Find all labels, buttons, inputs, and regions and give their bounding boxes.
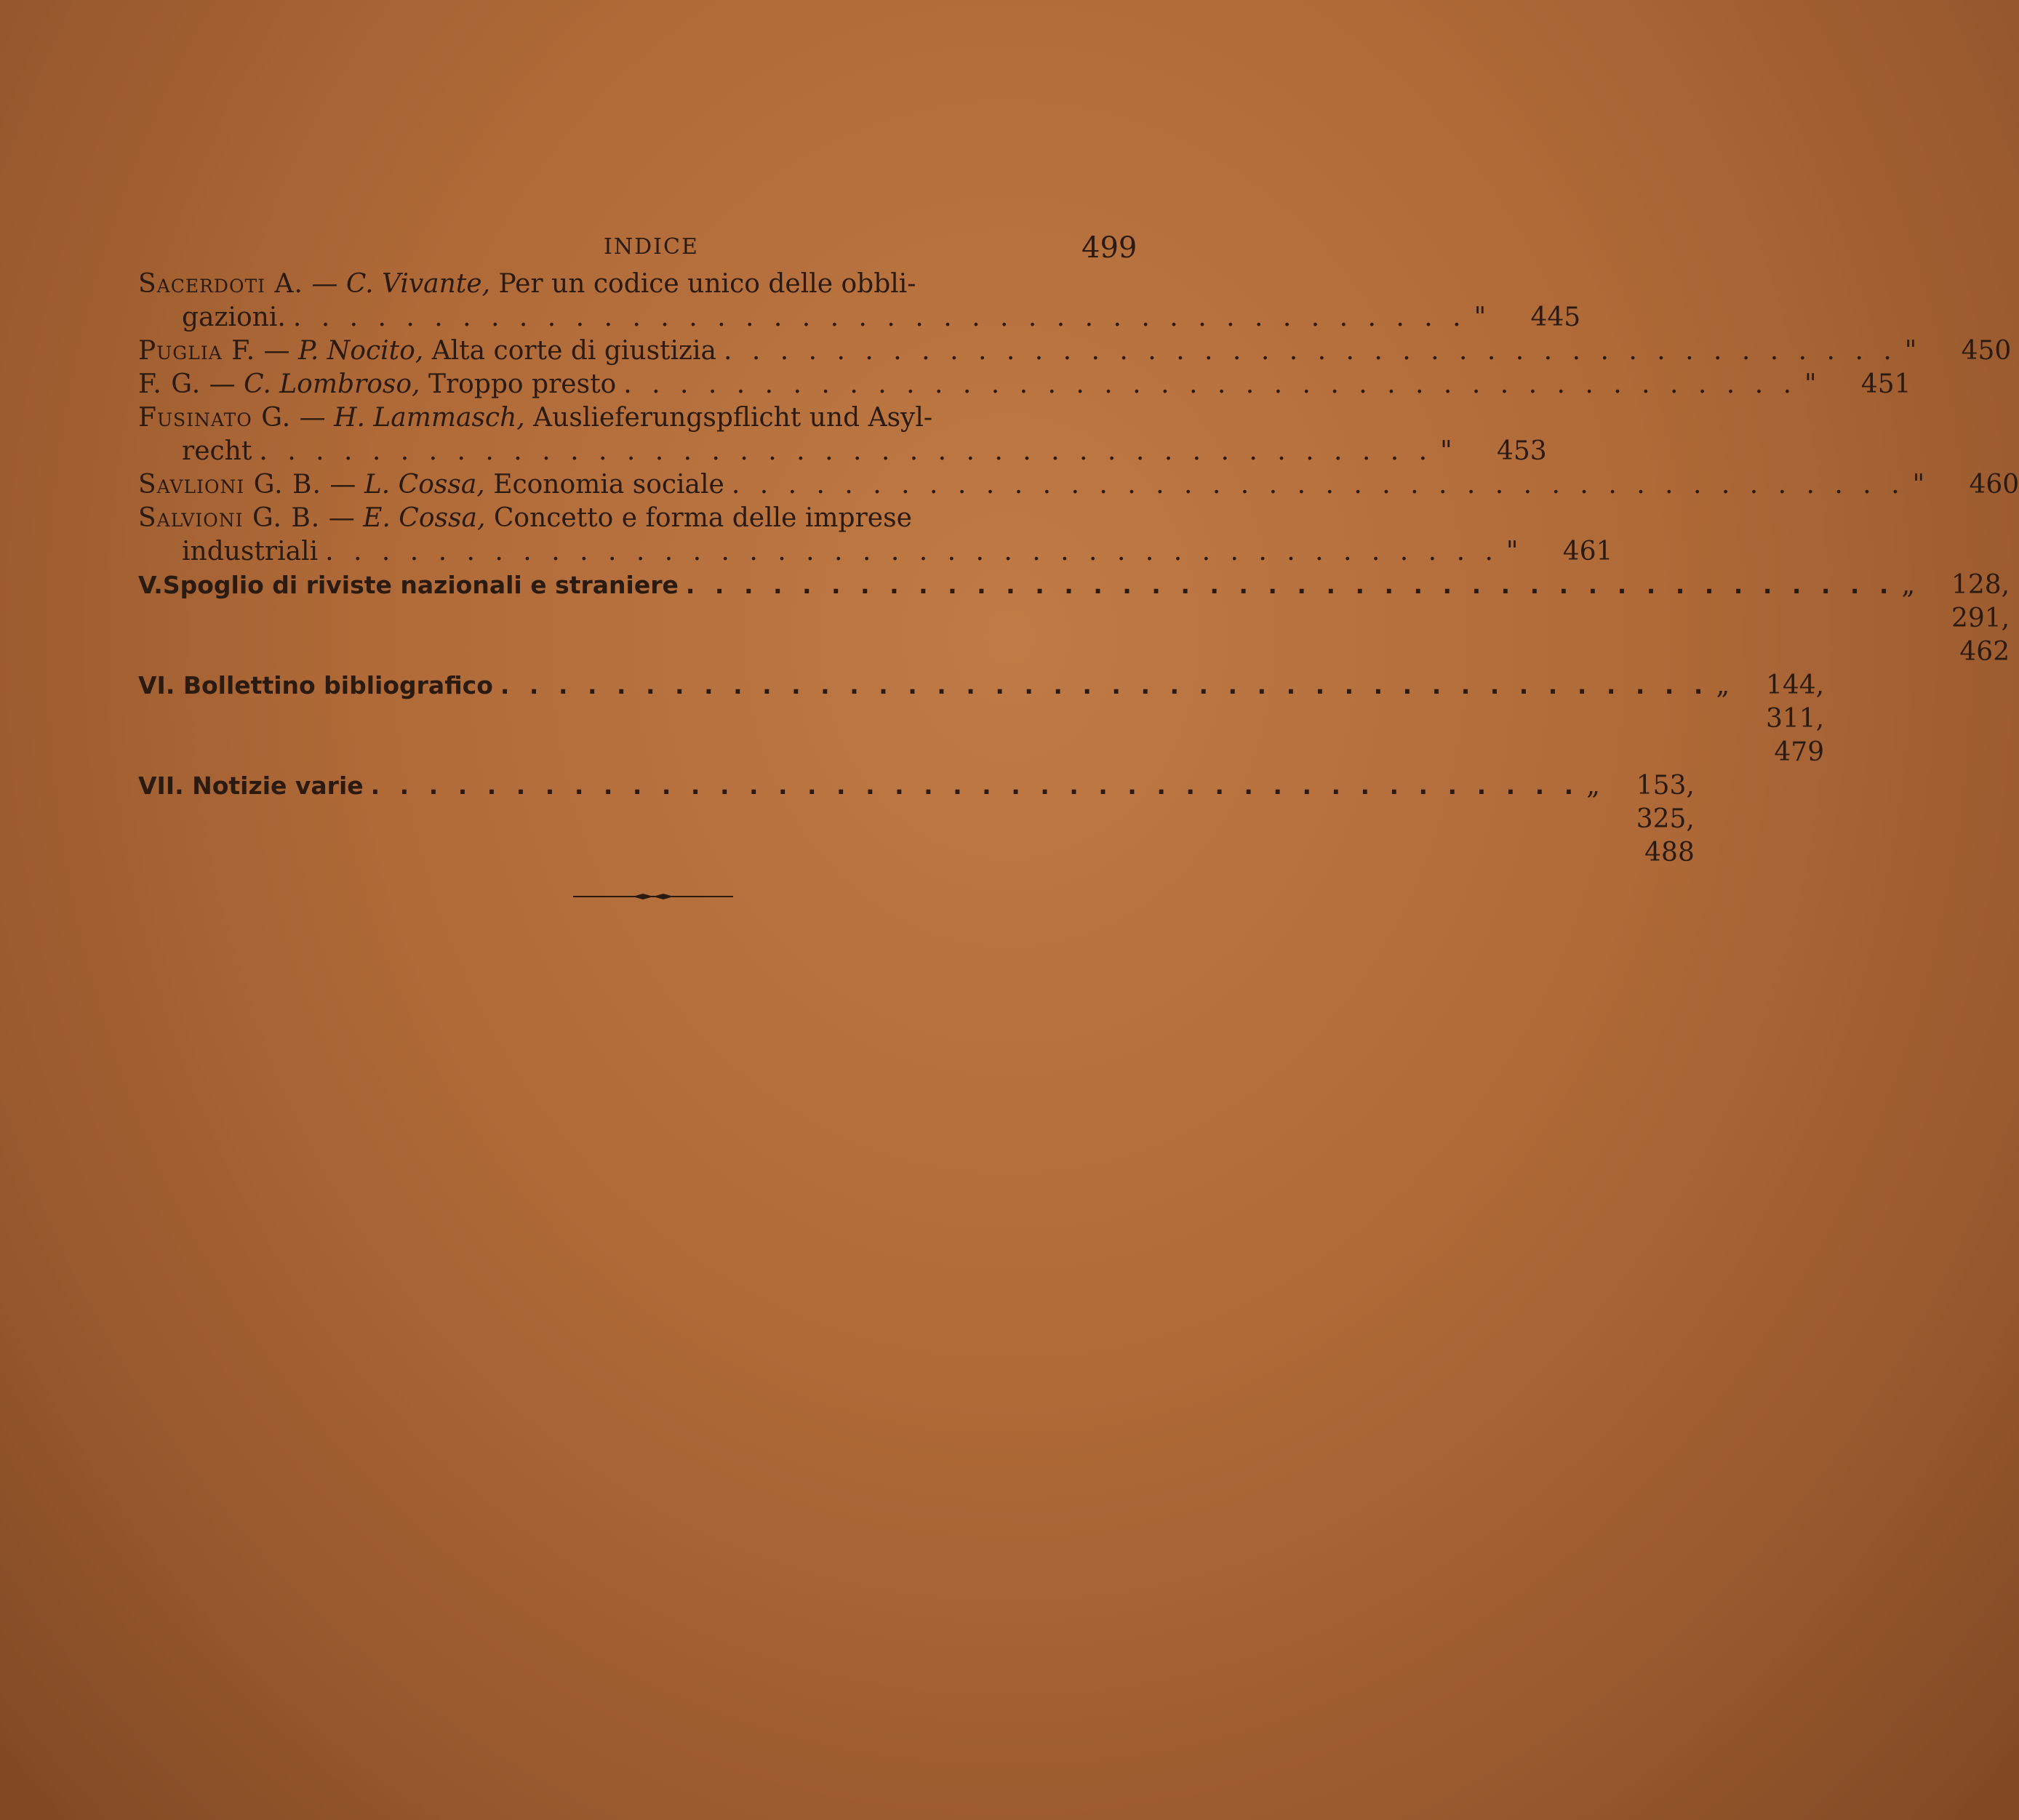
dot-leader: . . . . . . . . . . . . . . . . . . . . . . . . . . . . . . . . . . . . . . . . . . (723, 336, 1898, 366)
toc-section (138, 669, 1825, 769)
entry-dash: — (263, 336, 290, 366)
toc-entry (138, 401, 1547, 468)
section-pages: 144, 311, 479 (1765, 670, 1825, 767)
running-header (0, 231, 1298, 268)
ditto-mark: " (1912, 470, 1925, 500)
entry-author: Fusinato G. (138, 403, 292, 433)
section-pages: 153, 325, 488 (1636, 771, 1695, 867)
ditto-mark: " (1904, 336, 1917, 366)
ditto-mark: " (1804, 369, 1817, 399)
entry-pages: 451 (1860, 369, 1911, 399)
entry-pages: 453 (1496, 436, 1547, 466)
entry-pages: 461 (1562, 537, 1613, 566)
section-label: VII. Notizie varie (138, 771, 364, 800)
header-title: INDICE (604, 234, 699, 260)
entry-title: Auslieferungspflicht und Asyl- (533, 403, 933, 433)
entry-title: Concetto e forma delle imprese (493, 503, 912, 533)
ditto-mark: " (1474, 302, 1487, 332)
entry-author: F. G. (138, 369, 201, 399)
dot-leader: . . . . . . . . . . . . . . . . . . . . . . . . . . . . . . . . . . . . . . . . . . (292, 302, 1467, 332)
entry-author: Salvioni G. B. (138, 503, 321, 533)
toc-entry (138, 502, 1613, 569)
entry-reviewed-author: E. Cossa, (363, 503, 486, 533)
entry-title: Per un codice unico delle obbli- (498, 269, 916, 299)
end-ornament-icon (573, 892, 733, 901)
toc-entry (138, 334, 2012, 368)
dot-leader: . . . . . . . . . . . . . . . . . . . . . . . . . . . . . . . . . . . . . . . . . . (685, 571, 1895, 599)
entry-pages: 450 (1961, 336, 2012, 366)
entry-dash: — (328, 503, 355, 533)
dot-leader: . . . . . . . . . . . . . . . . . . . . . . . . . . . . . . . . . . . . . . . . . . (731, 470, 1906, 500)
entry-dash: — (311, 269, 338, 299)
dot-leader: . . . . . . . . . . . . . . . . . . . . . . . . . . . . . . . . . . . . . . . . . . (500, 671, 1709, 699)
entry-dash: — (329, 470, 356, 500)
entry-reviewed-author: H. Lammasch, (334, 403, 525, 433)
toc-entry (138, 368, 1911, 401)
table-of-contents (138, 268, 2019, 870)
entry-title: Economia sociale (493, 470, 724, 500)
ditto-mark: " (1440, 436, 1452, 466)
toc-section (138, 769, 1695, 870)
ditto-mark: „ (1901, 570, 1916, 600)
entry-title: Alta corte di giustizia (431, 336, 716, 366)
entry-dash: — (299, 403, 326, 433)
ditto-mark: „ (1586, 771, 1600, 801)
entry-title-continued: gazioni. (182, 302, 286, 332)
entry-title-continued: recht (182, 436, 252, 466)
entry-author: Sacerdoti A. (138, 269, 303, 299)
dot-leader: . . . . . . . . . . . . . . . . . . . . . . . . . . . . . . . . . . . . . . . . . . (259, 436, 1434, 466)
section-label: V.Spoglio di riviste nazionali e straniere (138, 571, 679, 599)
entry-author: Puglia F. (138, 336, 256, 366)
toc-entry (138, 468, 2019, 502)
toc-entry (138, 268, 1581, 334)
ditto-mark: „ (1716, 670, 1730, 700)
dot-leader: . . . . . . . . . . . . . . . . . . . . . . . . . . . . . . . . . . . . . . . . . . (370, 771, 1580, 800)
section-label: VI. Bollettino bibliografico (138, 671, 493, 699)
ditto-mark: " (1506, 537, 1519, 566)
toc-section (138, 569, 2010, 669)
dot-leader: . . . . . . . . . . . . . . . . . . . . . . . . . . . . . . . . . . . . . . . . . . (325, 537, 1499, 566)
page-number: 499 (1082, 231, 1138, 265)
entry-title-continued: industriali (182, 537, 319, 566)
entry-title: Troppo presto (428, 369, 617, 399)
entry-pages: 445 (1530, 302, 1581, 332)
entry-dash: — (209, 369, 236, 399)
entry-pages: 460 (1969, 470, 2019, 500)
dot-leader: . . . . . . . . . . . . . . . . . . . . . . . . . . . . . . . . . . . . . . . . . . (623, 369, 1798, 399)
entry-reviewed-author: P. Nocito, (297, 336, 424, 366)
entry-author: Savlioni G. B. (138, 470, 321, 500)
entry-reviewed-author: C. Lombroso, (244, 369, 420, 399)
section-pages: 128, 291, 462 (1951, 570, 2010, 667)
entry-reviewed-author: L. Cossa, (364, 470, 485, 500)
entry-reviewed-author: C. Vivante, (345, 269, 491, 299)
